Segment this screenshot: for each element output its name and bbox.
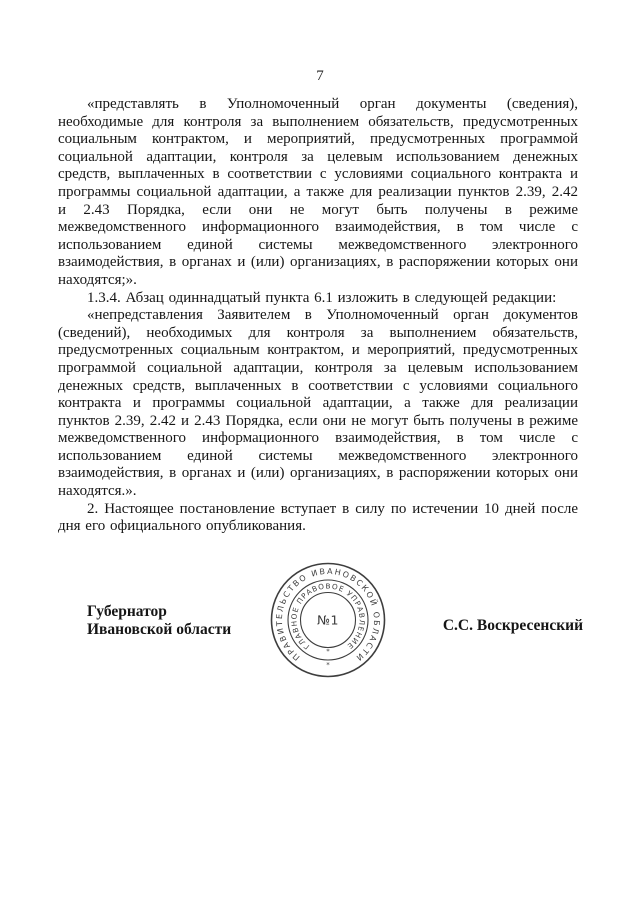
official-round-stamp	[268, 560, 388, 680]
body-paragraph: «представлять в Уполномоченный орган документы (сведения), необходимые для контроля за выполнением обязательств, предусмотренных социальным контрактом, и мероприятий, предусмотренных программой социальной адаптации, контроля за целевым использованием денежных средств, выплаченных в соответствии с условиями социального контракта и программы социальной адаптации, а также для реализации пунктов 2.39, 2.42 и 2.43 Порядка, если они не могут быть получены в режиме межведомственного информационного взаимодействия, в том числе с использованием единой системы межведомственного электронного взаимодействия, в органах и (или) организациях, в распоряжении которых они находятся;».	[58, 96, 578, 288]
body-paragraph: «непредставления Заявителем в Уполномоченный орган документов (сведений), необходимых для контроля за выполнением обязательств, предусмотренных социальным контрактом, и мероприятий, предусмотренных программой социальной адаптации, контроля за целевым использованием денежных средств, выплаченных в соответствии с условиями социального контракта и программы социальной адаптации, а также для реализации пунктов 2.39, 2.42 и 2.43 Порядка, если они не могут быть получены в режиме межведомственного информационного взаимодействия, в том числе с использованием единой системы межведомственного электронного взаимодействия, в органах и (или) организациях, в распоряжении которых они находятся.».	[58, 307, 578, 500]
stamp-number: №1	[317, 612, 339, 628]
signatory-title	[87, 603, 231, 639]
stamp-separator-inner: *	[326, 647, 330, 656]
stamp-outer-text: ПРАВИТЕЛЬСТВО ИВАНОВСКОЙ ОБЛАСТИ	[274, 566, 382, 663]
body-paragraph: 2. Настоящее постановление вступает в силу по истечении 10 дней после дня его официального опубликования.	[58, 500, 578, 535]
page-number: 7	[316, 68, 324, 84]
signatory-title-line1: Губернатор	[87, 603, 167, 620]
document-body	[58, 96, 578, 536]
stamp-inner-text: ГЛАВНОЕ ПРАВОВОЕ УПРАВЛЕНИЕ	[289, 581, 367, 652]
signatory-title-line2: Ивановской области	[87, 621, 232, 638]
stamp-separator-outer: *	[326, 661, 330, 669]
signatory-name: С.С. Воскресенский	[442, 617, 583, 634]
body-paragraph: 1.3.4. Абзац одиннадцатый пункта 6.1 изложить в следующей редакции:	[87, 289, 557, 306]
